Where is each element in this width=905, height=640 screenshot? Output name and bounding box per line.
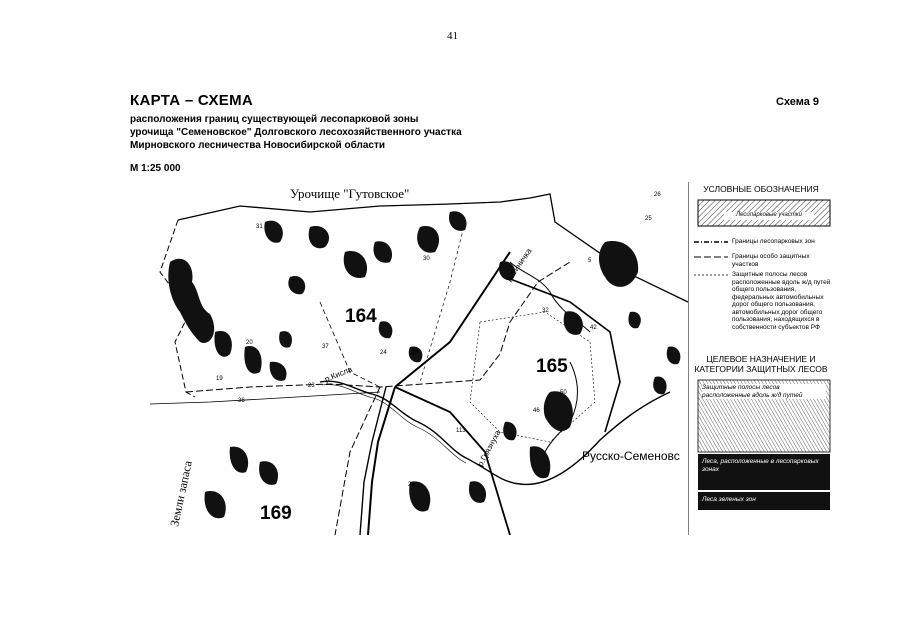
river-label: р.Синичка [504, 246, 534, 284]
forest-patch [564, 311, 583, 335]
forest-patch [417, 226, 439, 253]
plot-number: 5 [588, 258, 592, 264]
plot-number: 30 [423, 256, 430, 262]
forest-patch [168, 259, 214, 343]
forest-patch [667, 347, 681, 365]
forest-patch [214, 331, 231, 357]
map-scale: М 1:25 000 [130, 163, 181, 174]
forest-patch [230, 447, 248, 473]
plot-number: 24 [380, 350, 387, 356]
legend-category-1: Защитные полосы лесов расположенные вдоль ж/д путей [702, 384, 826, 399]
quarter-169: 169 [260, 503, 292, 524]
road [395, 252, 510, 387]
forest-patch [373, 241, 392, 262]
quarter-164: 164 [345, 306, 377, 327]
forest-patch [628, 312, 640, 329]
scheme-number: Схема 9 [776, 96, 820, 108]
river-label: р.Грязнуха [475, 428, 503, 468]
map-legend [688, 182, 834, 535]
forest-patch [599, 241, 638, 287]
forest-patch [469, 481, 486, 503]
plot-number: 32 [542, 308, 549, 314]
quarter-165: 165 [536, 356, 568, 377]
subtitle-line: расположения границ существующей лесопарковой зоны [130, 114, 419, 125]
village-label: Русско-Семеновс [582, 449, 680, 463]
page-number: 41 [447, 30, 458, 42]
forest-patch [205, 491, 226, 518]
subtitle-line: урочища "Семеновское" Долговского лесохозяйственного участка [130, 127, 462, 138]
forest-patch [244, 346, 261, 374]
forest-patch [379, 321, 393, 338]
road [395, 387, 510, 535]
plot-number: 23 [308, 383, 315, 389]
forest-patch [344, 251, 367, 278]
map-title: КАРТА – СХЕМА [130, 92, 254, 109]
map-area [150, 182, 688, 535]
forest-patch [279, 331, 292, 348]
map-canvas [150, 182, 688, 535]
legend-symbol-caption: Лесопарковые участки [724, 212, 814, 220]
legend-section-title: ЦЕЛЕВОЕ НАЗНАЧЕНИЕ И КАТЕГОРИИ ЗАЩИТНЫХ ЛЕСОВ [694, 354, 828, 374]
plot-number: 31 [256, 224, 263, 230]
plot-number: 19 [216, 376, 223, 382]
plot-number: 20 [246, 340, 253, 346]
legend-category-2: Леса, расположенные в лесопарковых зонах [702, 458, 819, 473]
forest-patch [530, 446, 551, 478]
road [360, 387, 386, 535]
forest-patch [288, 276, 305, 294]
river [322, 385, 466, 463]
legend-title: УСЛОВНЫЕ ОБОЗНАЧЕНИЯ [703, 184, 819, 194]
plot-number: 42 [590, 325, 597, 331]
forest-patch [653, 377, 666, 395]
plot-number: 29 [412, 350, 419, 356]
plot-number: 50 [560, 390, 567, 396]
legend-item-protective-boundary: Границы особо защитных участков [732, 253, 810, 268]
tract-label-north: Урочище "Гутовское" [290, 186, 410, 201]
legend-item-protective-strip: Защитные полосы лесов расположенные вдоль ж/д путей общего пользования, федеральных автомобильных дорог общего пользования, автомобильных дорог общего пользования, находящихся в собственности субъектов РФ [732, 271, 831, 331]
river-label: р.Кисла [323, 364, 354, 384]
plot-number: 25 [645, 216, 652, 222]
forest-patch [309, 226, 329, 248]
forest-patch [264, 221, 282, 243]
plot-number: 36 [238, 398, 245, 404]
legend-category-3: Леса зеленых зон [702, 496, 756, 503]
quarter-line [335, 387, 380, 535]
forest-patch [544, 391, 573, 431]
plot-number: 28 [408, 482, 415, 488]
map-subtitle [130, 113, 462, 152]
forest-patch [259, 461, 278, 485]
reserve-lands-label: Земли запаса [167, 459, 195, 528]
forest-patch [449, 211, 466, 231]
plot-number: 46 [533, 408, 540, 414]
forest-patch [503, 422, 516, 441]
road [368, 387, 395, 535]
plot-number: 113 [456, 428, 466, 434]
quarter-line [150, 392, 380, 404]
forest-patch [270, 362, 287, 381]
subtitle-line: Мирновского лесничества Новосибирской области [130, 140, 386, 151]
plot-number: 37 [322, 344, 329, 350]
legend-item-zone-boundary: Границы лесопарковых зон [732, 238, 815, 245]
plot-number: 26 [654, 192, 661, 198]
